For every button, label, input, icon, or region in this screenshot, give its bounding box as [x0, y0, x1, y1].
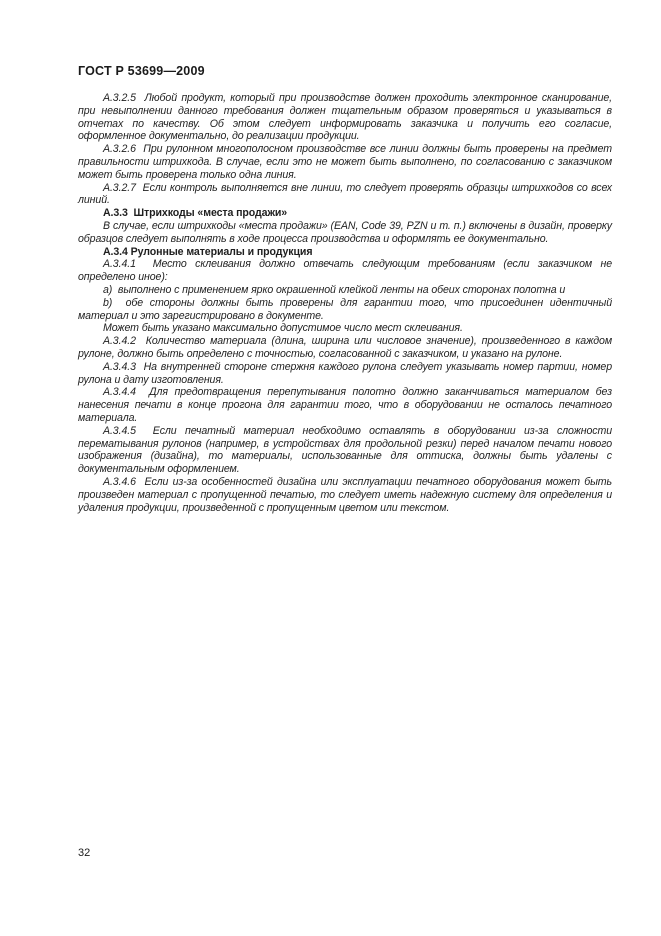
para-a-3-4-3: А.3.4.3 На внутренней стороне стержня каждого рулона следует указывать номер партии, номер рулона и дату изготовления. [78, 360, 612, 386]
para-splice-count: Может быть указано максимально допустимое число мест склеивания. [103, 322, 463, 335]
page-number: 32 [78, 847, 91, 859]
para-a-3-4-6: А.3.4.6 Если из-за особенностей дизайна или эксплуатации печатного оборудования может быть произведен материал с пропущенной печатью, то следует иметь надежную систему для определения и удаления продукции, произведенной с пропущенным цветом или текстом. [78, 475, 612, 514]
para-a-3-4-4: А.3.4.4 Для предотвращения перепутывания полотно должно заканчиваться материалом без нанесения печати в конце прогона для гарантии того, что в оборудовании не осталось печатного материала. [78, 386, 612, 424]
heading-a-3-3: А.3.3 Штрихкоды «места продажи» [103, 207, 288, 220]
list-item-b: b) обе стороны должны быть проверены для гарантии того, что присоединен идентичный материал и это зарегистрировано в документе. [78, 296, 612, 322]
para-pos-barcodes: В случае, если штрихкоды «места продажи» (EAN, Code 39, PZN и т. п.) включены в дизайн, проверку образцов следует выполнять в ходе процесса производства и оформлять ее документально. [78, 219, 612, 245]
document-body [78, 92, 612, 514]
para-a-3-4-1: А.3.4.1 Место склеивания должно отвечать следующим требованиям (если заказчиком не определено иное): [78, 258, 612, 284]
para-a-3-4-5: А.3.4.5 Если печатный материал необходимо оставлять в оборудовании из-за сложности перематывания рулонов (например, в устройствах для продольной резки) перед началом печати нового изображения (дизайна), то материалы, использованные для оттиска, должны быть удалены с документальным оформлением. [78, 424, 612, 476]
para-a-3-2-7: А.3.2.7 Если контроль выполняется вне линии, то следует проверять образцы штрихкодов со всех линий. [78, 181, 612, 207]
document-header: ГОСТ Р 53699—2009 [78, 64, 205, 78]
para-a-3-4-2: А.3.4.2 Количество материала (длина, ширина или числовое значение), произведенного в каждом рулоне, должно быть определено с точностью, согласованной с заказчиком, и указано на рулоне. [78, 335, 612, 360]
heading-a-3-4: А.3.4 Рулонные материалы и продукция [103, 245, 313, 258]
para-a-3-2-6: А.3.2.6 При рулонном многополосном производстве все линии должны быть проверены на предмет правильности штрихкода. В случае, если это не может быть выполнено, по согласованию с заказчиком может быть проверена только одна линия. [78, 143, 612, 181]
list-item-a: a) выполнено с применением ярко окрашенной клейкой ленты на обеих сторонах полотна и [103, 283, 566, 296]
para-a-3-2-5: А.3.2.5 Любой продукт, который при производстве должен проходить электронное сканирование, при невыполнении данного требования должен тщательным образом проверяться и указываться в отчетах по качеству. Об этом следует информировать заказчика и получить его согласие, оформленное документально, до реализации продукции. [78, 92, 612, 143]
